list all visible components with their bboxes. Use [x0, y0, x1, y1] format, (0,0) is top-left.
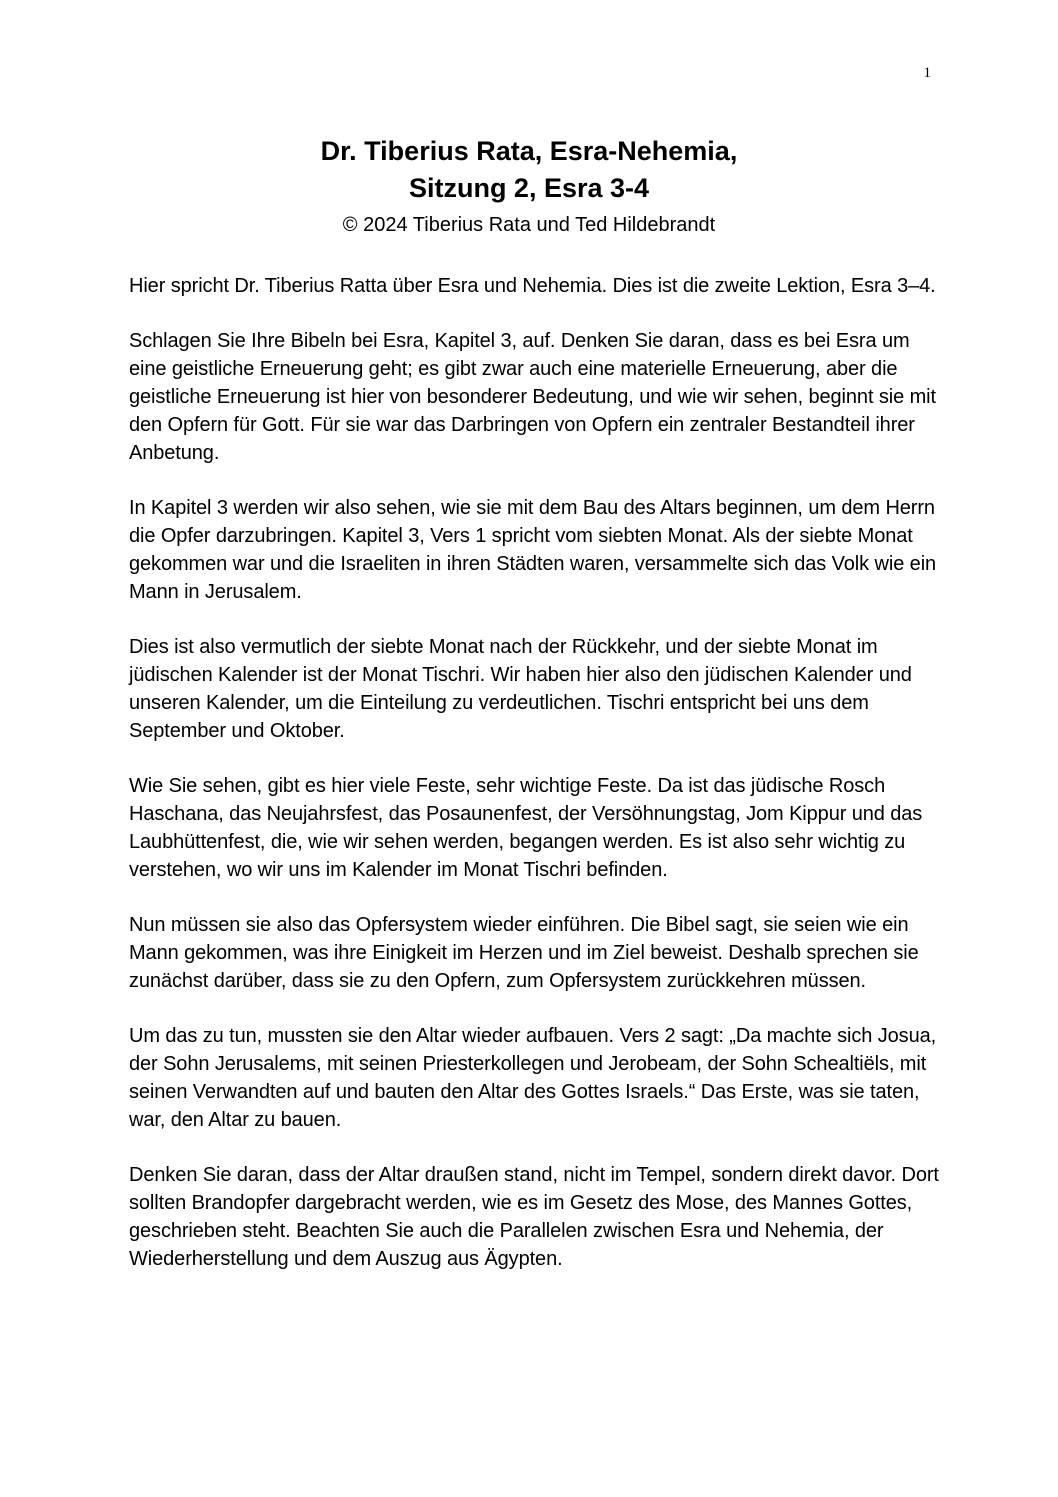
paragraph: Dies ist also vermutlich der siebte Monat nach der Rückkehr, und der siebte Monat im jüdischen Kalender ist der Monat Tischri. Wir haben hier also den jüdischen Kalender und unseren Kalender, um die Einteilung zu verdeutlichen. Tischri entspricht bei uns dem September und Oktober. [129, 636, 912, 742]
paragraph: Schlagen Sie Ihre Bibeln bei Esra, Kapitel 3, auf. Denken Sie daran, dass es bei Esra um eine geistliche Erneuerung geht; es gibt zwar auch eine materielle Erneuerung, aber die geistliche Erneuerung ist hier von besonderer Bedeutung, und wie wir sehen, beginnt sie mit den Opfern für Gott. Für sie war das Darbringen von Opfern ein zentraler Bestandteil ihrer Anbetung. [129, 330, 936, 464]
document-body [129, 272, 939, 1300]
page-number: 1 [923, 65, 931, 81]
paragraph: Nun müssen sie also das Opfersystem wieder einführen. Die Bibel sagt, sie seien wie ein Mann gekommen, was ihre Einigkeit im Herzen und im Ziel beweist. Deshalb sprechen sie zunächst darüber, dass sie zu den Opfern, zum Opfersystem zurückkehren müssen. [129, 914, 919, 992]
paragraph: Wie Sie sehen, gibt es hier viele Feste, sehr wichtige Feste. Da ist das jüdische Rosch Haschana, das Neujahrsfest, das Posaunenfest, der Versöhnungstag, Jom Kippur und das Laubhüttenfest, die, wie wir sehen werden, begangen werden. Es ist also sehr wichtig zu verstehen, wo wir uns im Kalender im Monat Tischri befinden. [129, 775, 923, 881]
title-line-1: Dr. Tiberius Rata, Esra-Nehemia, [320, 136, 738, 166]
copyright-notice: © 2024 Tiberius Rata und Ted Hildebrandt [342, 214, 716, 236]
document-header [128, 133, 930, 239]
paragraph: Hier spricht Dr. Tiberius Ratta über Esra und Nehemia. Dies ist die zweite Lektion, Esra 3–4. [129, 275, 936, 297]
paragraph: In Kapitel 3 werden wir also sehen, wie sie mit dem Bau des Altars beginnen, um dem Herrn die Opfer darzubringen. Kapitel 3, Vers 1 spricht vom siebten Monat. Als der siebte Monat gekommen war und die Israeliten in ihren Städten waren, versammelte sich das Volk wie ein Mann in Jerusalem. [129, 497, 937, 603]
title-line-2: Sitzung 2, Esra 3-4 [408, 173, 650, 203]
paragraph: Um das zu tun, mussten sie den Altar wieder aufbauen. Vers 2 sagt: „Da machte sich Josua, der Sohn Jerusalems, mit seinen Priesterkollegen und Jerobeam, der Sohn Schealtiëls, mit seinen Verwandten auf und bauten den Altar des Gottes Israels.“ Das Erste, was sie taten, war, den Altar zu bauen. [129, 1025, 937, 1131]
paragraph: Denken Sie daran, dass der Altar draußen stand, nicht im Tempel, sondern direkt davor. Dort sollten Brandopfer dargebracht werden, wie es im Gesetz des Mose, des Mannes Gottes, geschrieben steht. Beachten Sie auch die Parallelen zwischen Esra und Nehemia, der Wiederherstellung und dem Auszug aus Ägypten. [129, 1164, 939, 1270]
